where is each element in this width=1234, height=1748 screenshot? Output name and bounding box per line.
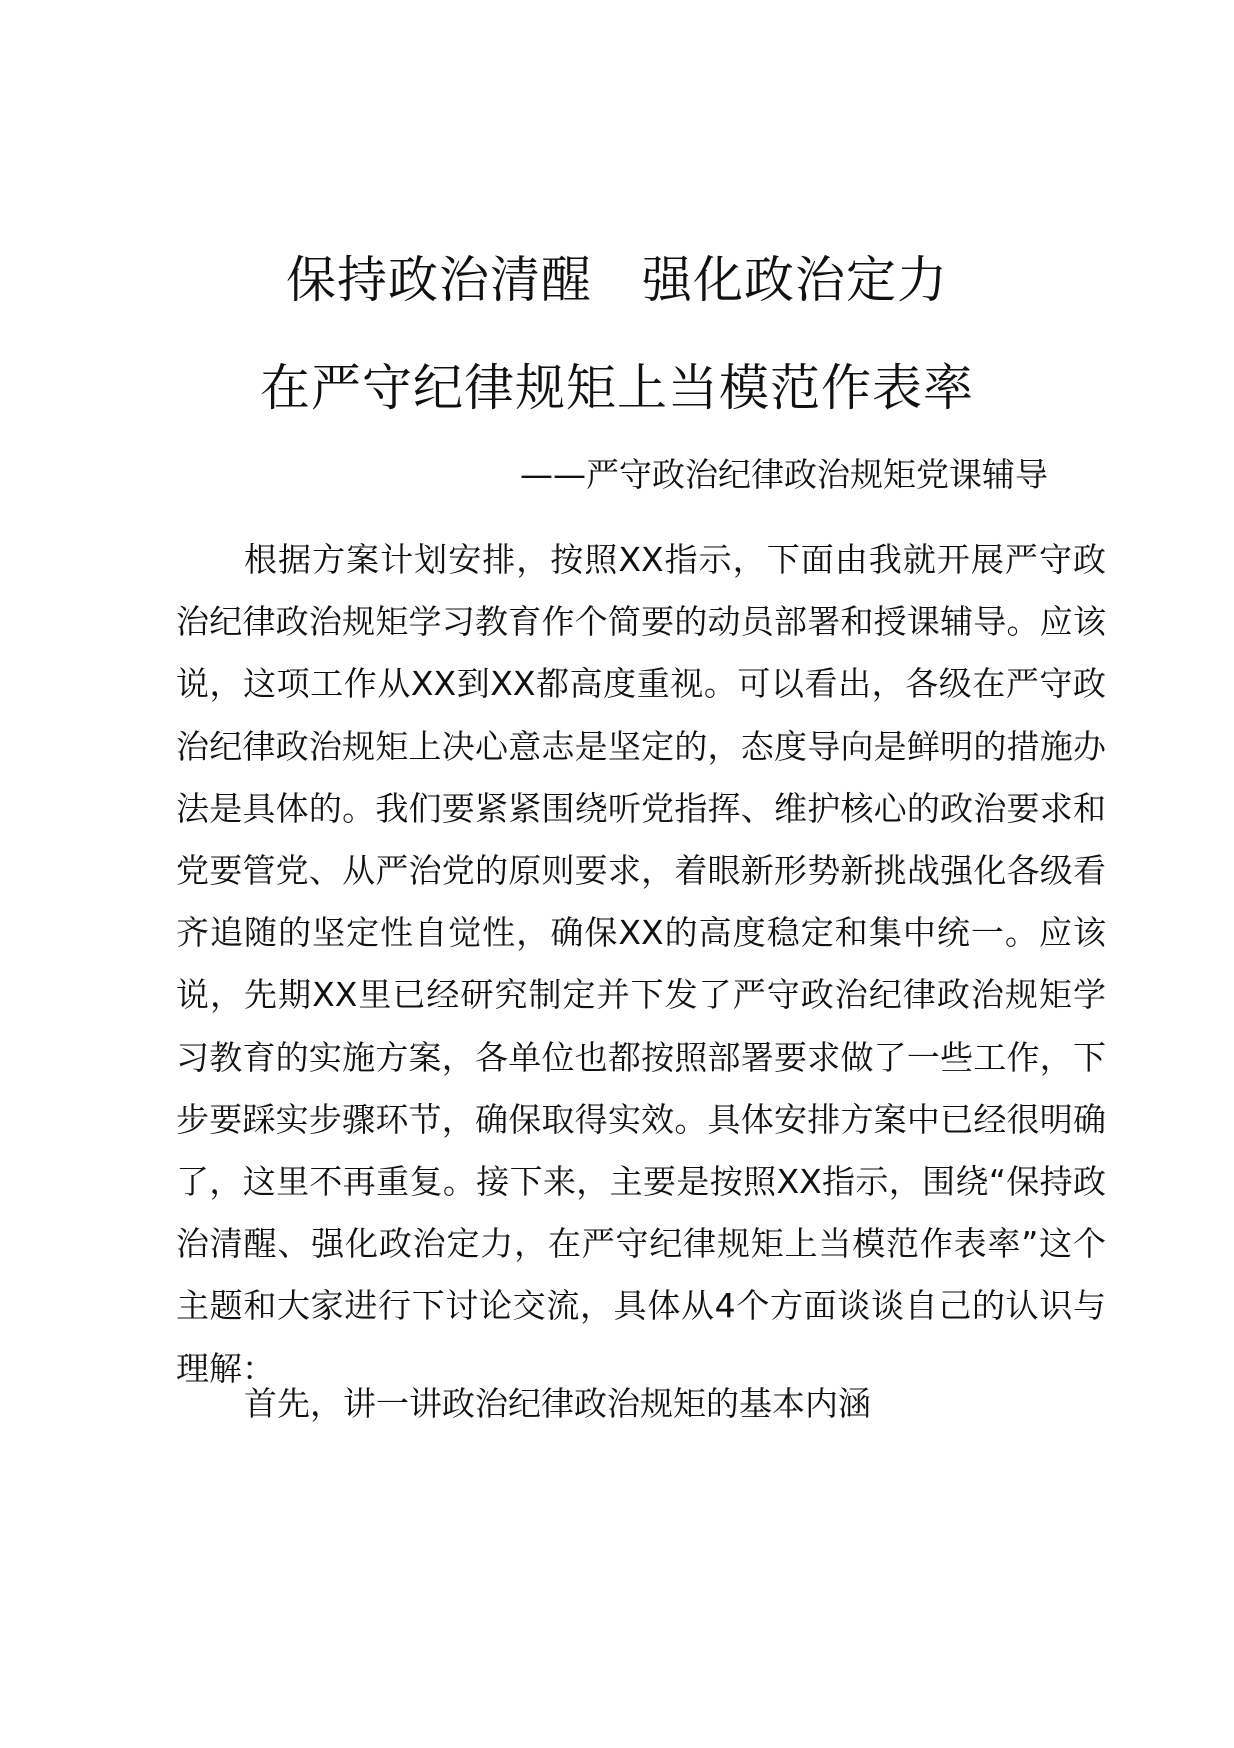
title-part-1: 保持政治清醒 (286, 251, 592, 309)
section-heading: 首先，讲一讲政治纪律政治规矩的基本内涵 (244, 1384, 871, 1423)
document-subtitle: ——严守政治纪律政治规矩党课辅导 (520, 455, 1048, 494)
document-title-line-2: 在严守纪律规矩上当模范作表率 (260, 359, 974, 417)
title-part-2: 强化政治定力 (642, 251, 948, 309)
document-title-line-1 (0, 248, 1234, 312)
body-paragraph: 根据方案计划安排，按照XX指示，下面由我就开展严守政治纪律政治规矩学习教育作个简要的动员部署和授课辅导。应该说，这项工作从XX到XX都高度重视。可以看出，各级在严守政治纪律政治规矩上决心意志是坚定的，态度导向是鲜明的措施办法是具体的。我们要紧紧围绕听党指挥、维护核心的政治要求和党要管党、从严治党的原则要求，着眼新形势新挑战强化各级看齐追随的坚定性自觉性，确保XX的高度稳定和集中统一。应该说，先期XX里已经研究制定并下发了严守政治纪律政治规矩学习教育的实施方案，各单位也都按照部署要求做了一些工作，下步要踩实步骤环节，确保取得实效。具体安排方案中已经很明确了，这里不再重复。接下来，主要是按照XX指示，围绕“保持政治清醒、强化政治定力，在严守纪律规矩上当模范作表率”这个主题和大家进行下讨论交流，具体从4个方面谈谈自己的认识与理解： (176, 540, 1106, 1388)
